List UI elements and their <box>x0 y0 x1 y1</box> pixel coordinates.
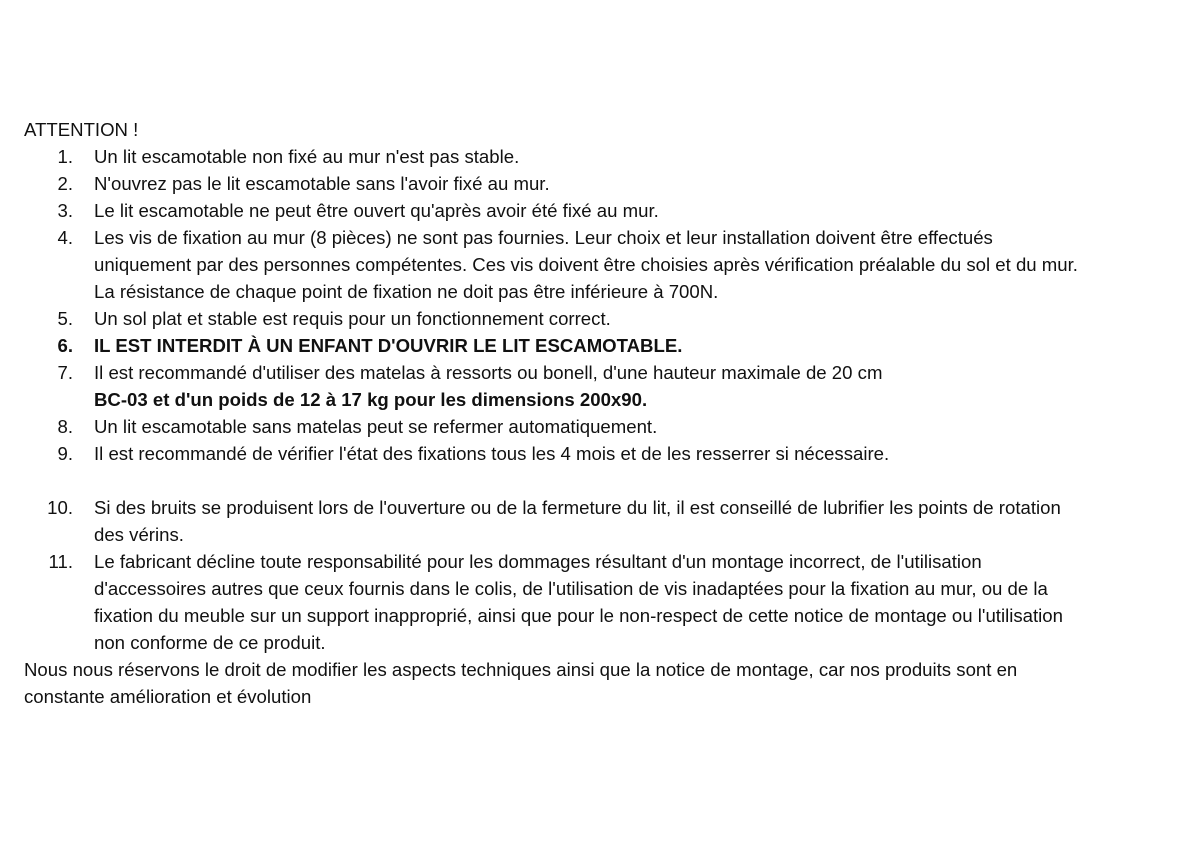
footer-text: Nous nous réservons le droit de modifier les aspects techniques ainsi que la notice de montage, car nos produits sont en <box>24 659 1018 680</box>
list-item <box>24 548 1194 656</box>
list-item <box>24 143 1194 170</box>
item-text: Un sol plat et stable est requis pour un fonctionnement correct. <box>94 308 611 329</box>
item-text: fixation du meuble sur un support inapproprié, ainsi que pour le non-respect de cette notice de montage ou l'utilisation <box>94 605 1063 626</box>
item-text: des vérins. <box>94 524 184 545</box>
list-item <box>24 494 1194 548</box>
item-text: Le lit escamotable ne peut être ouvert qu'après avoir été fixé au mur. <box>94 200 659 221</box>
list-item <box>24 224 1194 305</box>
footer-text: constante amélioration et évolution <box>24 686 312 707</box>
list-item <box>24 440 1194 467</box>
item-number: 5. <box>57 308 73 329</box>
footer-note <box>24 656 1194 710</box>
item-number: 7. <box>57 362 73 383</box>
list-item <box>24 170 1194 197</box>
item-number: 11. <box>48 551 73 572</box>
warnings-list <box>24 143 1194 656</box>
item-text-bold: BC-03 et d'un poids de 12 à 17 kg pour les dimensions 200x90. <box>94 389 648 410</box>
item-text: Si des bruits se produisent lors de l'ouverture ou de la fermeture du lit, il est conseillé de lubrifier les points de rotation <box>94 497 1061 518</box>
item-text: Il est recommandé d'utiliser des matelas à ressorts ou bonell, d'une hauteur maximale de 20 cm <box>94 362 883 383</box>
list-item <box>24 413 1194 440</box>
item-text: non conforme de ce produit. <box>94 632 326 653</box>
item-text: Les vis de fixation au mur (8 pièces) ne sont pas fournies. Leur choix et leur installation doivent être effectués <box>94 227 993 248</box>
list-item <box>24 305 1194 332</box>
item-number: 2. <box>57 173 73 194</box>
item-number: 9. <box>57 443 73 464</box>
document-body <box>24 116 1194 710</box>
item-number: 3. <box>57 200 73 221</box>
item-number: 8. <box>57 416 73 437</box>
item-text: La résistance de chaque point de fixation ne doit pas être inférieure à 700N. <box>94 281 719 302</box>
item-number: 4. <box>57 227 73 248</box>
item-text: Il est recommandé de vérifier l'état des fixations tous les 4 mois et de les resserrer si nécessaire. <box>94 443 890 464</box>
item-text: d'accessoires autres que ceux fournis dans le colis, de l'utilisation de vis inadaptées pour la fixation au mur, ou de la <box>94 578 1048 599</box>
list-item <box>24 197 1194 224</box>
list-item-bold-warning <box>24 332 1194 359</box>
list-item <box>24 359 1194 413</box>
item-text: Un lit escamotable non fixé au mur n'est pas stable. <box>94 146 520 167</box>
attention-heading: ATTENTION ! <box>24 119 139 140</box>
item-text: N'ouvrez pas le lit escamotable sans l'avoir fixé au mur. <box>94 173 550 194</box>
item-number: 1. <box>57 146 73 167</box>
item-number: 6. <box>57 335 73 356</box>
item-text: Un lit escamotable sans matelas peut se refermer automatiquement. <box>94 416 658 437</box>
item-text: uniquement par des personnes compétentes. Ces vis doivent être choisies après vérification préalable du sol et du mur. <box>94 254 1078 275</box>
item-number: 10. <box>47 497 73 518</box>
item-text: IL EST INTERDIT À UN ENFANT D'OUVRIR LE LIT ESCAMOTABLE. <box>94 335 683 356</box>
item-text: Le fabricant décline toute responsabilité pour les dommages résultant d'un montage incorrect, de l'utilisation <box>94 551 982 572</box>
